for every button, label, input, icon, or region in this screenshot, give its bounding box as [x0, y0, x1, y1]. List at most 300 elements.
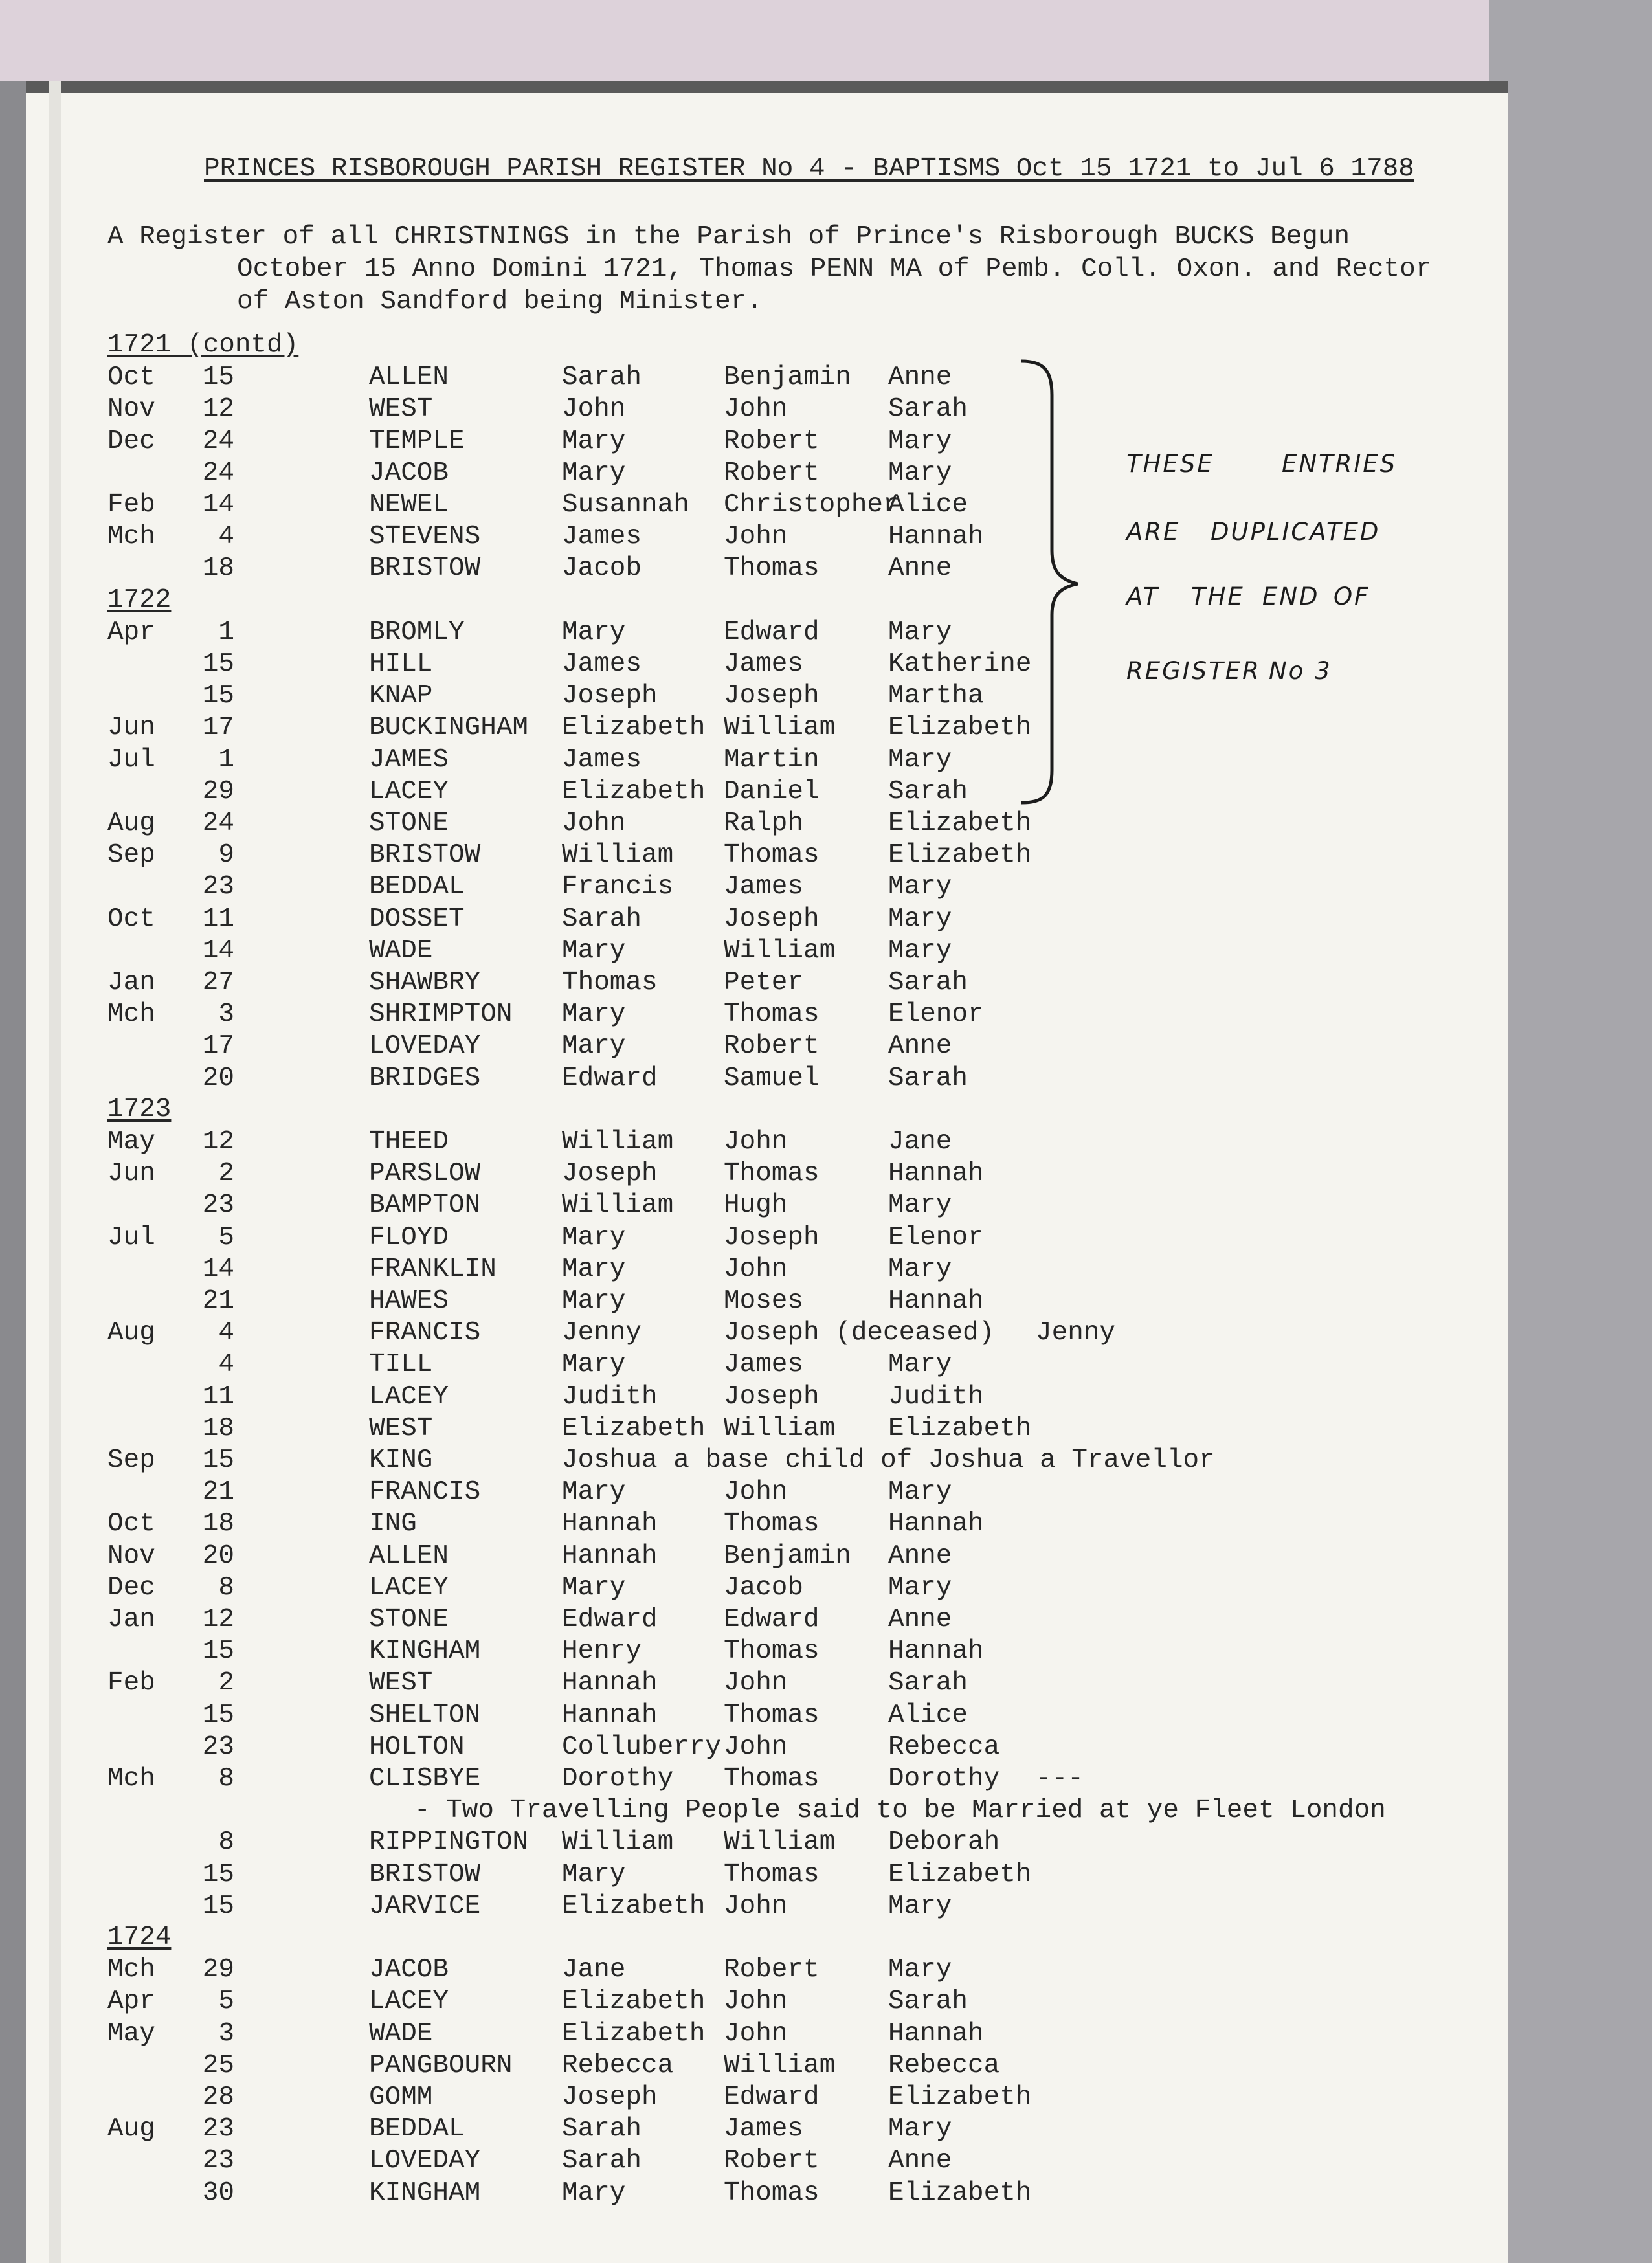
- hand-word-2: ENTRIES: [1282, 450, 1398, 478]
- entry-mother-name: Mary: [888, 1572, 952, 1603]
- entry-surname: BROMLY: [369, 617, 465, 647]
- entry-father-name: John: [724, 1477, 788, 1508]
- entry-child-name: Mary: [562, 1254, 626, 1284]
- entry-child-name: John: [562, 808, 626, 838]
- entry-mother-name: Sarah: [888, 1987, 968, 2017]
- entry-month: Dec: [107, 1572, 155, 1603]
- entry-surname: ALLEN: [369, 362, 449, 393]
- entry-surname: JACOB: [369, 458, 449, 488]
- entry-day: 4: [218, 1350, 234, 1380]
- entry-day: 24: [202, 458, 234, 488]
- entry-surname: RIPPINGTON: [369, 1827, 529, 1858]
- entry-mother-name: Sarah: [888, 1063, 968, 1093]
- entry-month: Sep: [107, 1445, 155, 1475]
- entry-day: 29: [202, 776, 234, 807]
- entry-mother-name: Mary: [888, 935, 952, 966]
- entry-mother-name: Mary: [888, 2114, 952, 2145]
- entry-child-name: Jenny: [562, 1318, 642, 1348]
- entry-mother-name: Martha: [888, 681, 984, 711]
- entry-father-name: Thomas: [724, 1764, 820, 1794]
- entry-father-name: Thomas: [724, 999, 820, 1030]
- entry-child-name: William: [562, 1827, 674, 1858]
- register-row: [26, 1954, 1385, 1987]
- entry-mother-name: Hannah: [888, 1286, 984, 1316]
- entry-mother-name: Rebecca: [888, 1732, 1000, 1762]
- entry-day: 24: [202, 426, 234, 456]
- entry-month: Oct: [107, 904, 155, 934]
- register-row: [26, 1381, 1385, 1414]
- entry-day: 15: [202, 1891, 234, 1921]
- entry-father-name: Benjamin: [724, 362, 851, 393]
- entry-surname: HAWES: [369, 1286, 449, 1316]
- register-row: [26, 2050, 1385, 2082]
- register-row: [26, 1158, 1385, 1190]
- entry-child-name: William: [562, 840, 674, 871]
- entry-father-name: James: [724, 649, 804, 679]
- scan-background-top: [0, 0, 1652, 81]
- hand-word-9: REGISTER: [1126, 657, 1261, 685]
- entry-day: 15: [202, 649, 234, 679]
- year-heading: 1722: [107, 585, 172, 615]
- register-row: [26, 1126, 1385, 1159]
- entry-father-name: Thomas: [724, 1859, 820, 1890]
- entry-child-name: William: [562, 1190, 674, 1221]
- entry-child-name: James: [562, 649, 642, 679]
- entry-father-name: Joseph: [724, 1381, 820, 1412]
- entry-father-name: Robert: [724, 1031, 820, 1062]
- entry-child-name: Henry: [562, 1636, 642, 1667]
- register-row: [26, 1031, 1385, 1063]
- entry-father-name: Joseph (deceased): [724, 1318, 995, 1348]
- entry-child-name: Judith: [562, 1381, 658, 1412]
- register-row: [26, 1190, 1385, 1222]
- register-row: [26, 1254, 1385, 1286]
- entry-father-name: Thomas: [724, 1509, 820, 1539]
- year-heading: 1723: [107, 1094, 172, 1124]
- entry-day: 30: [202, 2178, 234, 2208]
- entry-father-name: Moses: [724, 1286, 804, 1316]
- entry-surname: DOSSET: [369, 904, 465, 934]
- entry-day: 25: [202, 2050, 234, 2080]
- entry-mother-name: Anne: [888, 362, 952, 393]
- entry-mother-name: Mary: [888, 1955, 952, 1985]
- entry-surname: LACEY: [369, 1987, 449, 2017]
- entry-surname: TEMPLE: [369, 426, 465, 456]
- entry-mother-name: Mary: [888, 1190, 952, 1221]
- entry-father-name: Joseph: [724, 904, 820, 934]
- entry-father-name: William: [724, 1413, 836, 1444]
- entry-day: 12: [202, 1605, 234, 1634]
- entry-father-name: Robert: [724, 2146, 820, 2176]
- register-row: [26, 2082, 1385, 2114]
- entry-father-name: Thomas: [724, 2178, 820, 2208]
- entry-surname: KINGHAM: [369, 1636, 481, 1667]
- entry-day: 5: [218, 1222, 234, 1253]
- entry-child-name: Mary: [562, 935, 626, 966]
- entry-father-name: Thomas: [724, 1700, 820, 1730]
- entry-mother-name: Hannah: [888, 1636, 984, 1667]
- entry-day: 21: [202, 1286, 234, 1316]
- entry-mother-name: Mary: [888, 904, 952, 934]
- entry-child-name: Elizabeth: [562, 776, 706, 807]
- entry-surname: STONE: [369, 808, 449, 838]
- entry-surname: BRIDGES: [369, 1063, 481, 1093]
- entry-mother-name: Mary: [888, 458, 952, 488]
- register-row: [26, 1222, 1385, 1254]
- entry-child-name: Rebecca: [562, 2050, 674, 2080]
- entry-day: 15: [202, 362, 234, 393]
- entry-father-name: John: [724, 1987, 788, 2017]
- year-heading: 1724: [107, 1923, 172, 1952]
- entry-day: 24: [202, 808, 234, 838]
- entry-surname: LACEY: [369, 776, 449, 807]
- intro-line-3: of Aston Sandford being Minister.: [237, 287, 763, 317]
- entry-mother-name: Mary: [888, 1350, 952, 1380]
- register-row: [26, 871, 1385, 904]
- entry-father-name: James: [724, 1350, 804, 1380]
- entry-surname: JAMES: [369, 744, 449, 775]
- entry-mother-name: Deborah: [888, 1827, 1000, 1858]
- register-row: [26, 935, 1385, 968]
- entry-month: Mch: [107, 999, 155, 1030]
- hand-word-6: THE: [1191, 583, 1245, 610]
- entry-month: Apr: [107, 617, 155, 647]
- entry-mother-name: Elizabeth: [888, 808, 1032, 838]
- entry-father-name: Jacob: [724, 1572, 804, 1603]
- hand-word-3: ARE: [1126, 518, 1181, 546]
- entry-mother-name: Hannah: [888, 1509, 984, 1539]
- entry-father-name: Daniel: [724, 776, 820, 807]
- entry-month: Oct: [107, 1509, 155, 1539]
- entry-surname: KING: [369, 1445, 433, 1475]
- entry-surname: SHRIMPTON: [369, 999, 513, 1030]
- hand-word-10: No 3: [1269, 657, 1332, 685]
- entry-month: Aug: [107, 1318, 155, 1348]
- register-row: [26, 2145, 1385, 2178]
- entry-father-name: Robert: [724, 458, 820, 488]
- entry-month: Nov: [107, 1541, 155, 1571]
- entry-father-name: James: [724, 872, 804, 902]
- entry-day: 23: [202, 1190, 234, 1221]
- entry-mother-name: Alice: [888, 490, 968, 520]
- entry-day: 15: [202, 1636, 234, 1667]
- entry-extra: Jenny: [1036, 1318, 1116, 1348]
- entry-mother-name: Sarah: [888, 776, 968, 807]
- entry-surname: FRANKLIN: [369, 1254, 497, 1284]
- entry-month: Jul: [107, 744, 155, 775]
- entry-surname: LOVEDAY: [369, 1031, 481, 1062]
- register-row: [26, 1445, 1385, 1477]
- entry-surname: PANGBOURN: [369, 2050, 513, 2080]
- entry-father-name: Thomas: [724, 1636, 820, 1667]
- entry-father-name: Thomas: [724, 1159, 820, 1189]
- register-row: [26, 1063, 1385, 1095]
- entry-surname: JACOB: [369, 1955, 449, 1985]
- entry-father-name: James: [724, 2114, 804, 2145]
- entry-mother-name: Elizabeth: [888, 1859, 1032, 1890]
- entry-month: Nov: [107, 394, 155, 425]
- entry-father-name: John: [724, 2018, 788, 2049]
- register-row: [26, 1700, 1385, 1732]
- entry-child-name: Thomas: [562, 968, 658, 998]
- entry-child-name: Mary: [562, 458, 626, 488]
- entry-child-name: Mary: [562, 999, 626, 1030]
- register-row: [26, 1541, 1385, 1573]
- entry-day: 2: [218, 1668, 234, 1699]
- entry-surname: KINGHAM: [369, 2178, 481, 2208]
- hand-word-7: END: [1262, 583, 1320, 610]
- entry-day: 12: [202, 1127, 234, 1157]
- entry-mother-name: Anne: [888, 1541, 952, 1571]
- entry-child-name: James: [562, 522, 642, 552]
- entry-mother-name: Mary: [888, 426, 952, 456]
- entry-surname: KNAP: [369, 681, 433, 711]
- intro-line-1: A Register of all CHRISTNINGS in the Parish of Prince's Risborough BUCKS Begun: [107, 222, 1350, 252]
- entry-father-name: Benjamin: [724, 1541, 851, 1571]
- entry-mother-name: Mary: [888, 1254, 952, 1284]
- entry-father-name: Thomas: [724, 553, 820, 584]
- entry-surname: JARVICE: [369, 1891, 481, 1921]
- entry-day: 23: [202, 872, 234, 902]
- entry-mother-name: Mary: [888, 1477, 952, 1508]
- entry-day: 1: [218, 744, 234, 775]
- entry-mother-name: Elizabeth: [888, 1413, 1032, 1444]
- entry-surname: GOMM: [369, 2082, 433, 2112]
- entry-father-name: Edward: [724, 617, 820, 647]
- entry-child-name: Edward: [562, 1605, 658, 1634]
- entry-extra: ---: [1036, 1764, 1084, 1794]
- entry-child-name: Jane: [562, 1955, 626, 1985]
- entry-surname: WEST: [369, 1668, 433, 1699]
- entry-month: Jun: [107, 1159, 155, 1189]
- entry-month: Apr: [107, 1987, 155, 2017]
- entry-day: 4: [218, 1318, 234, 1348]
- entry-child-name: Mary: [562, 1286, 626, 1316]
- entry-day: 15: [202, 1700, 234, 1730]
- register-row: [26, 1508, 1385, 1541]
- entry-day: 4: [218, 522, 234, 552]
- entry-surname: PARSLOW: [369, 1159, 481, 1189]
- entry-day: 15: [202, 681, 234, 711]
- register-page: [26, 81, 1508, 2263]
- intro-line-2: October 15 Anno Domini 1721, Thomas PENN MA of Pemb. Coll. Oxon. and Rector: [237, 254, 1432, 284]
- entry-surname: BRISTOW: [369, 553, 481, 584]
- entry-child-name: Mary: [562, 426, 626, 456]
- entry-month: Feb: [107, 1668, 155, 1699]
- entry-day: 11: [202, 904, 234, 934]
- entry-month: Mch: [107, 1764, 155, 1794]
- hand-word-5: AT: [1126, 583, 1160, 610]
- entry-surname: SHELTON: [369, 1700, 481, 1730]
- entry-surname: ALLEN: [369, 1541, 449, 1571]
- entry-father-name: John: [724, 1732, 788, 1762]
- page-top-edge: [26, 81, 1508, 93]
- entry-child-name: John: [562, 394, 626, 425]
- entry-surname: LACEY: [369, 1381, 449, 1412]
- register-row: [26, 2018, 1385, 2051]
- entry-mother-name: Mary: [888, 744, 952, 775]
- entry-day: 23: [202, 2146, 234, 2176]
- entry-child-name: Joseph: [562, 1159, 658, 1189]
- entry-father-name: Hugh: [724, 1190, 788, 1221]
- entry-child-name: Sarah: [562, 362, 642, 393]
- entry-day: 15: [202, 1445, 234, 1475]
- entry-day: 3: [218, 999, 234, 1030]
- register-row: [26, 2113, 1385, 2146]
- entry-mother-name: Alice: [888, 1700, 968, 1730]
- entry-surname: WADE: [369, 2018, 433, 2049]
- entry-month: Jan: [107, 968, 155, 998]
- entry-child-name: William: [562, 1127, 674, 1157]
- entry-father-name: Robert: [724, 426, 820, 456]
- entry-father-name: John: [724, 522, 788, 552]
- entry-child-name: Mary: [562, 1031, 626, 1062]
- entry-mother-name: Hannah: [888, 1159, 984, 1189]
- entry-day: 12: [202, 394, 234, 425]
- entry-child-name: Joseph: [562, 681, 658, 711]
- entry-surname: HILL: [369, 649, 433, 679]
- entry-father-name: Joseph: [724, 681, 820, 711]
- entry-month: Dec: [107, 426, 155, 456]
- entry-father-name: Thomas: [724, 840, 820, 871]
- entry-father-name: John: [724, 1668, 788, 1699]
- entry-surname: BUCKINGHAM: [369, 713, 529, 743]
- entry-surname: LACEY: [369, 1572, 449, 1603]
- entry-child-name: Mary: [562, 1350, 626, 1380]
- register-row: [26, 1572, 1385, 1605]
- entry-surname: FRANCIS: [369, 1477, 481, 1508]
- entry-child-name: Mary: [562, 1222, 626, 1253]
- entry-surname: WADE: [369, 935, 433, 966]
- year-heading: 1721 (contd): [107, 330, 299, 360]
- register-row: [26, 1317, 1385, 1350]
- entry-mother-name: Dorothy: [888, 1764, 1000, 1794]
- entry-day: 20: [202, 1541, 234, 1571]
- entry-mother-name: Katherine: [888, 649, 1032, 679]
- entry-father-name: Peter: [724, 968, 804, 998]
- entry-day: 11: [202, 1381, 234, 1412]
- entry-day: 17: [202, 1031, 234, 1062]
- register-row: [26, 904, 1385, 936]
- entry-father-name: William: [724, 2050, 836, 2080]
- entry-surname: BEDDAL: [369, 872, 465, 902]
- entry-surname: CLISBYE: [369, 1764, 481, 1794]
- entry-surname: FRANCIS: [369, 1318, 481, 1348]
- margin-handwritten-note: [1023, 359, 1398, 851]
- entry-father-name: William: [724, 935, 836, 966]
- entry-child-name: Elizabeth: [562, 713, 706, 743]
- register-row: [26, 999, 1385, 1031]
- entry-day: 9: [218, 840, 234, 871]
- register-row: [26, 1732, 1385, 1764]
- register-row: [26, 1891, 1385, 1923]
- entry-day: 8: [218, 1572, 234, 1603]
- register-row: [26, 1827, 1385, 1859]
- entry-surname: NEWEL: [369, 490, 449, 520]
- entry-surname: HOLTON: [369, 1732, 465, 1762]
- entry-child-name: Sarah: [562, 2114, 642, 2145]
- hand-word-1: THESE: [1126, 450, 1214, 478]
- entry-day: 23: [202, 1732, 234, 1762]
- entry-father-name: John: [724, 1127, 788, 1157]
- entry-child-name: Mary: [562, 1477, 626, 1508]
- entry-mother-name: Hannah: [888, 2018, 984, 2049]
- entry-child-name: Sarah: [562, 2146, 642, 2176]
- entry-surname: BAMPTON: [369, 1190, 481, 1221]
- entry-day: 14: [202, 490, 234, 520]
- entry-mother-name: Jane: [888, 1127, 952, 1157]
- entry-month: May: [107, 2018, 155, 2049]
- register-row: [26, 2178, 1385, 2210]
- entry-child-name: Dorothy: [562, 1764, 674, 1794]
- entry-surname: SHAWBRY: [369, 968, 481, 998]
- entry-child-name: Edward: [562, 1063, 658, 1093]
- register-row: [26, 1859, 1385, 1891]
- entry-month: Oct: [107, 362, 155, 393]
- entry-father-name: Samuel: [724, 1063, 820, 1093]
- register-row: [26, 1636, 1385, 1668]
- entry-surname: TILL: [369, 1350, 433, 1380]
- entry-father-name: Edward: [724, 1605, 820, 1634]
- entry-mother-name: Sarah: [888, 1668, 968, 1699]
- entry-child-name: Mary: [562, 2178, 626, 2208]
- entry-mother-name: Sarah: [888, 394, 968, 425]
- entry-month: Jan: [107, 1605, 155, 1634]
- entry-mother-name: Elizabeth: [888, 2178, 1032, 2208]
- entry-day: 14: [202, 935, 234, 966]
- entry-surname: FLOYD: [369, 1222, 449, 1253]
- register-row: [26, 1604, 1385, 1636]
- hand-word-8: OF: [1334, 583, 1370, 610]
- register-note: - Two Travelling People said to be Married at ye Fleet London: [414, 1796, 1386, 1826]
- entry-day: 18: [202, 553, 234, 584]
- entry-child-name: Elizabeth: [562, 1891, 706, 1921]
- hand-word-4: DUPLICATED: [1211, 518, 1381, 546]
- entry-day: 17: [202, 713, 234, 743]
- entry-surname: WEST: [369, 394, 433, 425]
- register-row: [26, 1349, 1385, 1381]
- entry-surname: ING: [369, 1509, 417, 1539]
- entry-mother-name: Elizabeth: [888, 840, 1032, 871]
- entry-surname: BEDDAL: [369, 2114, 465, 2145]
- entry-mother-name: Judith: [888, 1381, 984, 1412]
- entry-mother-name: Mary: [888, 617, 952, 647]
- entry-day: 29: [202, 1955, 234, 1985]
- entry-child-name: Mary: [562, 1859, 626, 1890]
- entry-day: 23: [202, 2114, 234, 2145]
- entry-father-name: Ralph: [724, 808, 804, 838]
- entry-father-name: Christopher: [724, 490, 899, 520]
- entry-child-name: Colluberry: [562, 1732, 722, 1762]
- entry-father-name: John: [724, 1254, 788, 1284]
- entry-mother-name: Anne: [888, 2146, 952, 2176]
- entry-child-name: Hannah: [562, 1541, 658, 1571]
- entry-month: Mch: [107, 522, 155, 552]
- register-row: [26, 1477, 1385, 1509]
- entry-mother-name: Elenor: [888, 999, 984, 1030]
- entry-day: 18: [202, 1413, 234, 1444]
- entry-day: 14: [202, 1254, 234, 1284]
- entry-day: 15: [202, 1859, 234, 1890]
- entry-month: Sep: [107, 840, 155, 871]
- entry-month: Jun: [107, 713, 155, 743]
- entry-child-name: Elizabeth: [562, 2018, 706, 2049]
- entry-child-name: Susannah: [562, 490, 689, 520]
- entry-month: Aug: [107, 808, 155, 838]
- entry-child-name: Mary: [562, 617, 626, 647]
- entry-mother-name: Elizabeth: [888, 713, 1032, 743]
- entry-day: 8: [218, 1827, 234, 1858]
